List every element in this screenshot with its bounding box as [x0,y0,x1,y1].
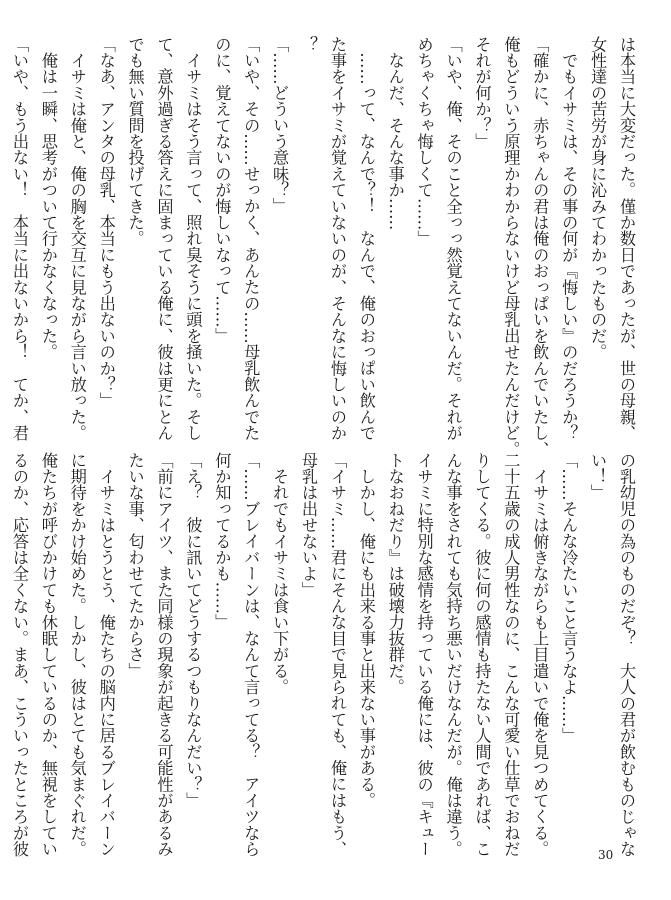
text-line: のに、覚えてないのが悔しいなって……」 [212,36,232,344]
text-line: 何か知ってるかも……」 [212,452,232,631]
text-line: た事をイサミが覚えていないのが、そんなに悔しいのか [327,36,347,441]
text-line: 二十五歳の成人男性なのに、こんな可愛い仕草でおねだ [501,452,521,857]
text-line: りしてくる。彼に何の感情も持たない人間であれば、こ [472,452,492,857]
text-line: それでもイサミは食い下がる。 [270,452,290,695]
text-line: んな事をされても気持ち悪いだけなんだが。俺は違う。 [443,452,463,857]
text-line: めちゃくちゃ悔しくて……」 [414,36,434,247]
text-line: 「いや、もう出ない！ 本当に出ないから！ てか、君 [9,36,29,441]
text-line: 「いや、俺、そのこと全っっ然覚えてないんだ。それが [443,36,463,441]
text-line: の乳幼児の為のものだぞ？ 大人の君が飲むものじゃな [617,452,636,857]
text-line [0,452,4,836]
text-line: い！」 [588,452,608,501]
text-line: に期待をかけ始めた。しかし、彼はとても気まぐれだ。 [67,452,87,857]
text-line: 「前にアイツ、また同様の現象が起きる可能性があるみ [154,452,174,857]
text-line: 「いや、その……せっかく、あんたの……母乳飲んでた [241,36,261,441]
text-line: ……って、なんで？！ なんで、俺のおっぱい飲んで [356,36,376,441]
text-line: なんだ、そんな事か…… [385,36,405,231]
text-line: は本当に大変だった。僅か数日であったが、世の母親、 [617,36,636,441]
text-line: て、意外過ぎる答えに固まっている俺に、彼は更にとん [154,36,174,441]
text-line: トなおねだり』は破壊力抜群だ。 [385,452,405,695]
text-line: 「……どういう意味？」 [270,36,290,215]
text-line: 「イサミ……君にそんな目で見られても、俺にはもう、 [327,452,347,857]
top-text-block [9,36,640,458]
text-line: イサミはそう言って、照れ臭そうに頭を掻いた。そし [183,36,203,441]
text-line: 「……そんな冷たいこと言うなよ……」 [559,452,579,744]
text-line: 「確かに、赤ちゃんの君は俺のおっぱいを飲んでいたし、 [530,36,550,458]
text-line: ？ [299,36,319,53]
text-line: るのか、応答は全くない。まあ、こういったところが彼 [9,452,29,857]
text-line: イサミは俺と、俺の胸を交互に見ながら言い放った。 [67,36,87,441]
text-line: イサミに特別な感情を持っている俺には、彼の『キュー [414,452,434,857]
text-line: 俺は一瞬、思考がついて行かなくなった。 [38,36,58,360]
page-number: 30 [598,848,614,862]
text-line: でもイサミは、その事の何が『悔しい』のだろうか？ [559,36,579,441]
text-line: 俺たちが呼びかけても休眠しているのか、無視をしてい [38,452,58,857]
text-line: 「なあ、アンタの母乳、本当にもう出ないのか？」 [96,36,116,409]
text-line: それが何か？」 [472,36,492,150]
text-line: 女性達の苦労が身に沁みてわかったものだ。 [588,36,608,360]
text-line: 「……ブレイバーンは、なんて言ってる？ アイツなら [241,452,261,857]
text-line: たいな事、匂わせてたからさ」 [125,452,145,679]
text-line [0,36,4,414]
text-line: 「え？ 彼に訊いてどうするつもりなんだい？」 [183,452,203,809]
text-line: イサミは俯きながらも上目遣いで俺を見つめてくる。 [530,452,550,857]
text-line: でも無い質問を投げてきた。 [125,36,145,247]
text-line: しかし、俺にも出来る事と出来ない事がある。 [356,452,376,809]
text-line: イサミはとうとう、俺たちの脳内に居るブレイバーン [96,452,116,857]
text-line: 母乳は出せないよ」 [299,452,319,598]
text-line: 俺もどういう原理かわからないけど母乳出せたんだけど。 [501,36,521,458]
